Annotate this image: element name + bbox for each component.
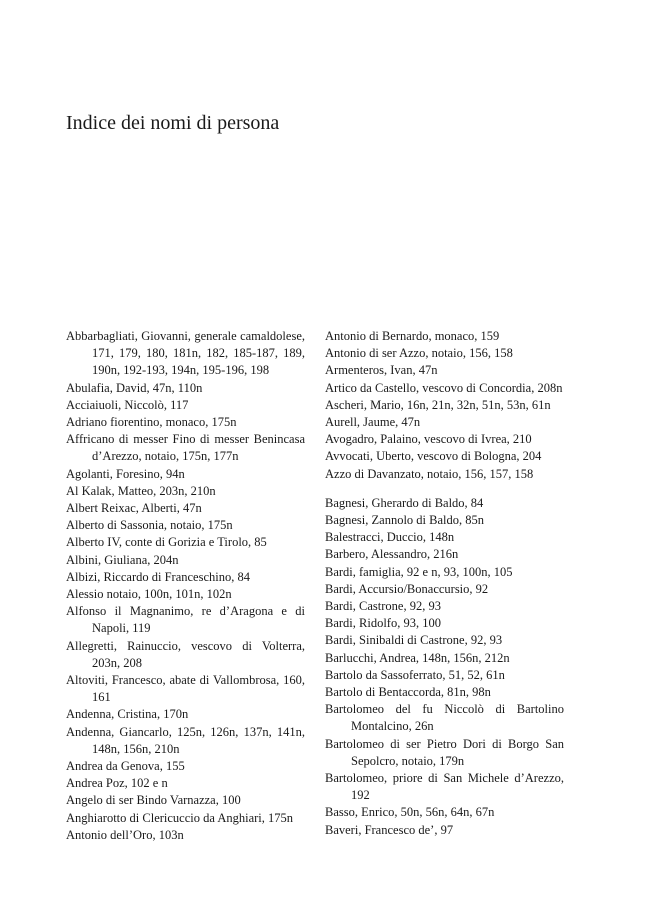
- index-entry: Adriano fiorentino, monaco, 175n: [66, 415, 237, 430]
- index-entry: Anghiarotto di Clericuccio da Anghiari, 175n: [66, 810, 294, 825]
- index-entry: Basso, Enrico, 50n, 56n, 64n, 67n: [325, 805, 495, 820]
- index-entry: Azzo di Davanzato, notaio, 156, 157, 158: [325, 466, 534, 481]
- index-entry: Avvocati, Uberto, vescovo di Bologna, 204: [325, 449, 542, 464]
- index-entry: Bardi, Sinibaldi di Castrone, 92, 93: [325, 633, 503, 648]
- index-entry: Baveri, Francesco de’, 97: [325, 822, 454, 837]
- index-entry: Barlucchi, Andrea, 148n, 156n, 212n: [325, 650, 510, 665]
- index-entry: Bartolo da Sassoferrato, 51, 52, 61n: [325, 667, 505, 682]
- index-entry: Andrea da Genova, 155: [66, 759, 185, 774]
- index-column-right: [325, 328, 564, 839]
- index-entry: Andenna, Cristina, 170n: [66, 707, 189, 722]
- index-entry: Bardi, Ridolfo, 93, 100: [325, 616, 441, 631]
- index-entry: Barbero, Alessandro, 216n: [325, 547, 459, 562]
- index-entry: Bardi, Accursio/Bonaccursio, 92: [325, 581, 489, 596]
- index-entry: Abbarbagliati, Giovanni, generale camaldolese, 171, 179, 180, 181n, 182, 185-187, 189, 190n, 192-193, 194n, 195-196, 198: [66, 329, 305, 378]
- index-entry: Albert Reixac, Alberti, 47n: [66, 501, 202, 516]
- index-entry: Bagnesi, Gherardo di Baldo, 84: [325, 495, 484, 510]
- index-entry: Alessio notaio, 100n, 101n, 102n: [66, 587, 232, 602]
- letter-group-divider: [325, 483, 564, 495]
- index-entry: Bartolomeo del fu Niccolò di Bartolino Montalcino, 26n: [325, 702, 564, 734]
- index-entry: Balestracci, Duccio, 148n: [325, 530, 455, 545]
- index-entry: Ascheri, Mario, 16n, 21n, 32n, 51n, 53n, 61n: [325, 397, 551, 412]
- index-entry: Antonio dell’Oro, 103n: [66, 827, 184, 842]
- index-entry: Albini, Giuliana, 204n: [66, 552, 179, 567]
- index-entry: Bartolomeo, priore di San Michele d’Arezzo, 192: [325, 771, 564, 803]
- index-column-left: [66, 328, 305, 844]
- index-entry: Artico da Castello, vescovo di Concordia, 208n: [325, 380, 563, 395]
- index-entry: Avogadro, Palaino, vescovo di Ivrea, 210: [325, 432, 532, 447]
- index-entry: Aurell, Jaume, 47n: [325, 415, 421, 430]
- index-entry: Alberto di Sassonia, notaio, 175n: [66, 518, 233, 533]
- index-entry: Albizi, Riccardo di Franceschino, 84: [66, 569, 250, 584]
- index-entry: Bardi, famiglia, 92 e n, 93, 100n, 105: [325, 564, 513, 579]
- index-entry: Bardi, Castrone, 92, 93: [325, 599, 441, 614]
- index-entry: Agolanti, Foresino, 94n: [66, 466, 185, 481]
- index-entry: Allegretti, Rainuccio, vescovo di Volterra, 203n, 208: [66, 638, 305, 670]
- page-title: Indice dei nomi di persona: [66, 112, 280, 134]
- index-entry: Alberto IV, conte di Gorizia e Tirolo, 85: [66, 535, 267, 550]
- index-entry: Bartolo di Bentaccorda, 81n, 98n: [325, 685, 491, 700]
- index-entry: Al Kalak, Matteo, 203n, 210n: [66, 483, 216, 498]
- index-entry: Alfonso il Magnanimo, re d’Aragona e di Napoli, 119: [66, 604, 305, 636]
- index-entry: Abulafia, David, 47n, 110n: [66, 380, 203, 395]
- index-entry: Angelo di ser Bindo Varnazza, 100: [66, 793, 241, 808]
- index-entry: Andenna, Giancarlo, 125n, 126n, 137n, 141n, 148n, 156n, 210n: [66, 724, 305, 756]
- index-entry: Bagnesi, Zannolo di Baldo, 85n: [325, 513, 485, 528]
- index-entry: Altoviti, Francesco, abate di Vallombrosa, 160, 161: [66, 673, 305, 705]
- index-entry: Acciaiuoli, Niccolò, 117: [66, 397, 189, 412]
- index-entry: Andrea Poz, 102 e n: [66, 776, 168, 791]
- index-entry: Armenteros, Ivan, 47n: [325, 363, 438, 378]
- index-entry: Antonio di ser Azzo, notaio, 156, 158: [325, 346, 513, 361]
- index-entry: Antonio di Bernardo, monaco, 159: [325, 329, 500, 343]
- index-entry: Affricano di messer Fino di messer Benincasa d’Arezzo, notaio, 175n, 177n: [66, 432, 305, 464]
- index-entry: Bartolomeo di ser Pietro Dori di Borgo San Sepolcro, notaio, 179n: [325, 736, 564, 768]
